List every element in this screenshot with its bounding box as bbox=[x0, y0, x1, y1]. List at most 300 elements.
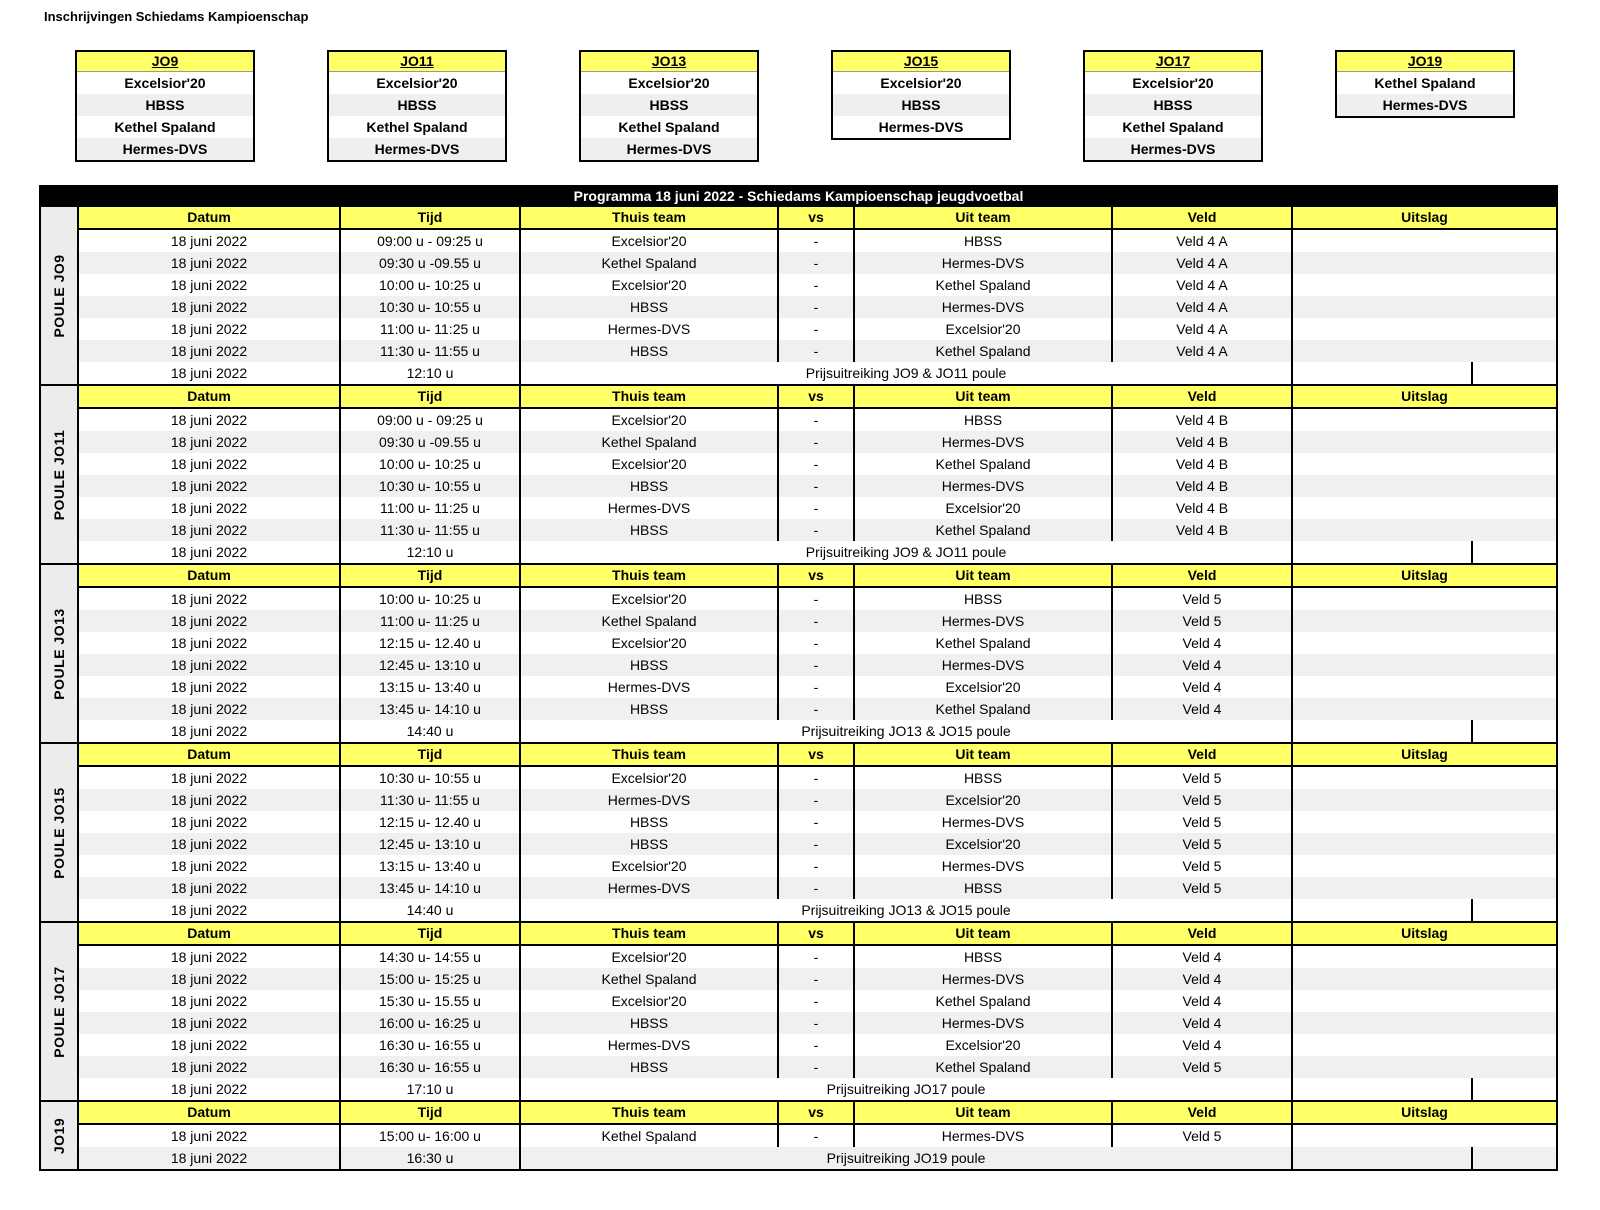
time-cell: 16:30 u bbox=[341, 1147, 521, 1169]
away-team-cell: Excelsior'20 bbox=[855, 318, 1113, 340]
field-cell: Veld 4 A bbox=[1113, 296, 1293, 318]
vs-cell: - bbox=[779, 632, 855, 654]
column-header: Thuis team bbox=[521, 744, 779, 765]
poule-label-cell bbox=[41, 1102, 79, 1169]
entry-category: JO17 bbox=[1085, 52, 1261, 72]
time-cell: 14:40 u bbox=[341, 899, 521, 921]
field-cell: Veld 4 bbox=[1113, 1034, 1293, 1056]
result-cell[interactable] bbox=[1293, 475, 1556, 497]
time-cell: 15:00 u- 15:25 u bbox=[341, 968, 521, 990]
result-cell[interactable] bbox=[1293, 340, 1556, 362]
result-cell[interactable] bbox=[1473, 720, 1556, 742]
match-row bbox=[79, 588, 1556, 610]
away-team-cell: Hermes-DVS bbox=[855, 252, 1113, 274]
home-team-cell: Excelsior'20 bbox=[521, 588, 779, 610]
result-cell[interactable] bbox=[1293, 789, 1556, 811]
field-cell bbox=[1293, 1147, 1473, 1169]
result-cell[interactable] bbox=[1293, 698, 1556, 720]
date-cell: 18 juni 2022 bbox=[79, 296, 341, 318]
header-row bbox=[79, 565, 1556, 588]
field-cell: Veld 4 B bbox=[1113, 475, 1293, 497]
time-cell: 10:00 u- 10:25 u bbox=[341, 274, 521, 296]
home-team-cell: Hermes-DVS bbox=[521, 497, 779, 519]
away-team-cell: Kethel Spaland bbox=[855, 632, 1113, 654]
result-cell[interactable] bbox=[1293, 968, 1556, 990]
vs-cell: - bbox=[779, 519, 855, 541]
entry-team: Hermes-DVS bbox=[1337, 94, 1513, 116]
date-cell: 18 juni 2022 bbox=[79, 340, 341, 362]
home-team-cell: Kethel Spaland bbox=[521, 610, 779, 632]
field-cell: Veld 4 A bbox=[1113, 318, 1293, 340]
poule-label: POULE JO17 bbox=[51, 965, 67, 1058]
result-cell[interactable] bbox=[1293, 767, 1556, 789]
entry-category: JO15 bbox=[833, 52, 1009, 72]
field-cell: Veld 4 A bbox=[1113, 274, 1293, 296]
match-row bbox=[79, 654, 1556, 676]
match-row bbox=[79, 632, 1556, 654]
date-cell: 18 juni 2022 bbox=[79, 588, 341, 610]
column-header: Datum bbox=[79, 744, 341, 765]
match-row bbox=[79, 409, 1556, 431]
result-cell[interactable] bbox=[1473, 541, 1556, 563]
date-cell: 18 juni 2022 bbox=[79, 899, 341, 921]
field-cell: Veld 4 B bbox=[1113, 519, 1293, 541]
result-cell[interactable] bbox=[1293, 274, 1556, 296]
poule-section bbox=[39, 386, 1558, 565]
column-header: Uitslag bbox=[1401, 388, 1448, 404]
time-cell: 13:45 u- 14:10 u bbox=[341, 877, 521, 899]
vs-cell: - bbox=[779, 475, 855, 497]
column-header: Tijd bbox=[341, 923, 521, 944]
result-cell[interactable] bbox=[1293, 833, 1556, 855]
poule-label: POULE JO9 bbox=[51, 253, 67, 338]
result-cell[interactable] bbox=[1473, 1147, 1556, 1169]
time-cell: 15:00 u- 16:00 u bbox=[341, 1125, 521, 1147]
vs-cell: - bbox=[779, 296, 855, 318]
date-cell: 18 juni 2022 bbox=[79, 497, 341, 519]
vs-cell: - bbox=[779, 811, 855, 833]
match-row bbox=[79, 497, 1556, 519]
date-cell: 18 juni 2022 bbox=[79, 946, 341, 968]
column-header: Veld bbox=[1113, 565, 1293, 586]
home-team-cell: Kethel Spaland bbox=[521, 252, 779, 274]
column-header: Datum bbox=[79, 923, 341, 944]
vs-cell: - bbox=[779, 855, 855, 877]
entry-category: JO9 bbox=[77, 52, 253, 72]
date-cell: 18 juni 2022 bbox=[79, 409, 341, 431]
time-cell: 16:30 u- 16:55 u bbox=[341, 1056, 521, 1078]
home-team-cell: HBSS bbox=[521, 654, 779, 676]
column-header: Tijd bbox=[341, 565, 521, 586]
column-header: Thuis team bbox=[521, 1102, 779, 1123]
result-cell[interactable] bbox=[1293, 654, 1556, 676]
field-cell: Veld 5 bbox=[1113, 610, 1293, 632]
poule-label-cell bbox=[41, 923, 79, 1100]
date-cell: 18 juni 2022 bbox=[79, 541, 341, 563]
column-header: vs bbox=[779, 565, 855, 586]
away-team-cell: HBSS bbox=[855, 767, 1113, 789]
result-cell[interactable] bbox=[1293, 1012, 1556, 1034]
entry-team: HBSS bbox=[1085, 94, 1261, 116]
home-team-cell: Excelsior'20 bbox=[521, 632, 779, 654]
poule-section bbox=[39, 1102, 1558, 1171]
result-cell[interactable] bbox=[1293, 855, 1556, 877]
ceremony-label: Prijsuitreiking JO19 poule bbox=[521, 1147, 1293, 1169]
match-row bbox=[79, 453, 1556, 475]
result-cell[interactable] bbox=[1293, 230, 1556, 252]
result-cell[interactable] bbox=[1293, 990, 1556, 1012]
home-team-cell: HBSS bbox=[521, 811, 779, 833]
poule-label-cell bbox=[41, 207, 79, 384]
field-cell: Veld 4 bbox=[1113, 968, 1293, 990]
away-team-cell: HBSS bbox=[855, 588, 1113, 610]
date-cell: 18 juni 2022 bbox=[79, 230, 341, 252]
away-team-cell: Excelsior'20 bbox=[855, 789, 1113, 811]
column-header: Uit team bbox=[855, 207, 1113, 228]
home-team-cell: HBSS bbox=[521, 833, 779, 855]
field-cell: Veld 5 bbox=[1113, 833, 1293, 855]
date-cell: 18 juni 2022 bbox=[79, 362, 341, 384]
column-header: Uitslag bbox=[1401, 746, 1448, 762]
match-row bbox=[79, 475, 1556, 497]
poule-section bbox=[39, 744, 1558, 923]
poule-table bbox=[79, 923, 1556, 1100]
vs-cell: - bbox=[779, 698, 855, 720]
date-cell: 18 juni 2022 bbox=[79, 1056, 341, 1078]
home-team-cell: Excelsior'20 bbox=[521, 946, 779, 968]
away-team-cell: HBSS bbox=[855, 946, 1113, 968]
match-row bbox=[79, 519, 1556, 541]
vs-cell: - bbox=[779, 230, 855, 252]
entry-team: HBSS bbox=[833, 94, 1009, 116]
field-cell: Veld 4 A bbox=[1113, 252, 1293, 274]
result-cell[interactable] bbox=[1293, 409, 1556, 431]
column-header: Uitslag bbox=[1401, 567, 1448, 583]
field-cell: Veld 5 bbox=[1113, 1125, 1293, 1147]
time-cell: 11:30 u- 11:55 u bbox=[341, 789, 521, 811]
field-cell: Veld 5 bbox=[1113, 767, 1293, 789]
away-team-cell: Excelsior'20 bbox=[855, 497, 1113, 519]
column-header: Thuis team bbox=[521, 923, 779, 944]
field-cell: Veld 4 B bbox=[1113, 453, 1293, 475]
match-row bbox=[79, 833, 1556, 855]
result-cell[interactable] bbox=[1293, 632, 1556, 654]
away-team-cell: Kethel Spaland bbox=[855, 340, 1113, 362]
entry-team: Kethel Spaland bbox=[618, 119, 720, 135]
poule-section bbox=[39, 207, 1558, 386]
vs-cell: - bbox=[779, 833, 855, 855]
result-cell[interactable] bbox=[1473, 362, 1556, 384]
result-cell[interactable] bbox=[1293, 453, 1556, 475]
column-header: Uit team bbox=[855, 744, 1113, 765]
entry-team: Excelsior'20 bbox=[376, 75, 458, 91]
home-team-cell: Hermes-DVS bbox=[521, 318, 779, 340]
time-cell: 12:10 u bbox=[341, 362, 521, 384]
entry-team: Kethel Spaland bbox=[114, 119, 216, 135]
match-row bbox=[79, 855, 1556, 877]
entry-box-jo19 bbox=[1335, 50, 1515, 118]
field-cell: Veld 5 bbox=[1113, 1056, 1293, 1078]
header-row bbox=[79, 1102, 1556, 1125]
date-cell: 18 juni 2022 bbox=[79, 610, 341, 632]
column-header: Uit team bbox=[855, 1102, 1113, 1123]
time-cell: 09:30 u -09.55 u bbox=[341, 252, 521, 274]
column-header: Veld bbox=[1113, 744, 1293, 765]
date-cell: 18 juni 2022 bbox=[79, 431, 341, 453]
document-title: Inschrijvingen Schiedams Kampioenschap bbox=[44, 9, 309, 24]
home-team-cell: Excelsior'20 bbox=[521, 274, 779, 296]
vs-cell: - bbox=[779, 877, 855, 899]
result-cell[interactable] bbox=[1293, 588, 1556, 610]
home-team-cell: Excelsior'20 bbox=[521, 767, 779, 789]
entry-team: HBSS bbox=[581, 94, 757, 116]
away-team-cell: HBSS bbox=[855, 230, 1113, 252]
entry-box-jo17 bbox=[1083, 50, 1263, 162]
vs-cell: - bbox=[779, 676, 855, 698]
vs-cell: - bbox=[779, 431, 855, 453]
entry-category: JO13 bbox=[581, 52, 757, 72]
field-cell bbox=[1293, 362, 1473, 384]
home-team-cell: Excelsior'20 bbox=[521, 409, 779, 431]
vs-cell: - bbox=[779, 946, 855, 968]
match-row bbox=[79, 877, 1556, 899]
match-row bbox=[79, 610, 1556, 632]
field-cell: Veld 5 bbox=[1113, 811, 1293, 833]
date-cell: 18 juni 2022 bbox=[79, 274, 341, 296]
away-team-cell: Excelsior'20 bbox=[855, 676, 1113, 698]
away-team-cell: Kethel Spaland bbox=[855, 453, 1113, 475]
field-cell: Veld 4 bbox=[1113, 654, 1293, 676]
entry-box-jo13 bbox=[579, 50, 759, 162]
time-cell: 09:30 u -09.55 u bbox=[341, 431, 521, 453]
field-cell: Veld 4 A bbox=[1113, 340, 1293, 362]
vs-cell: - bbox=[779, 654, 855, 676]
away-team-cell: Kethel Spaland bbox=[855, 274, 1113, 296]
result-cell[interactable] bbox=[1293, 431, 1556, 453]
vs-cell: - bbox=[779, 1034, 855, 1056]
column-header: Tijd bbox=[341, 744, 521, 765]
entry-team: Hermes-DVS bbox=[1085, 138, 1261, 160]
home-team-cell: HBSS bbox=[521, 340, 779, 362]
date-cell: 18 juni 2022 bbox=[79, 453, 341, 475]
column-header: Veld bbox=[1113, 386, 1293, 407]
vs-cell: - bbox=[779, 453, 855, 475]
date-cell: 18 juni 2022 bbox=[79, 1147, 341, 1169]
result-cell[interactable] bbox=[1473, 899, 1556, 921]
time-cell: 12:15 u- 12.40 u bbox=[341, 632, 521, 654]
away-team-cell: Excelsior'20 bbox=[855, 1034, 1113, 1056]
ceremony-row bbox=[79, 720, 1556, 742]
result-cell[interactable] bbox=[1473, 1078, 1556, 1100]
time-cell: 11:00 u- 11:25 u bbox=[341, 610, 521, 632]
date-cell: 18 juni 2022 bbox=[79, 318, 341, 340]
date-cell: 18 juni 2022 bbox=[79, 698, 341, 720]
ceremony-row bbox=[79, 1147, 1556, 1169]
field-cell: Veld 4 bbox=[1113, 946, 1293, 968]
vs-cell: - bbox=[779, 409, 855, 431]
ceremony-label: Prijsuitreiking JO13 & JO15 poule bbox=[521, 720, 1293, 742]
match-row bbox=[79, 946, 1556, 968]
result-cell[interactable] bbox=[1293, 1034, 1556, 1056]
vs-cell: - bbox=[779, 497, 855, 519]
time-cell: 09:00 u - 09:25 u bbox=[341, 230, 521, 252]
field-cell bbox=[1293, 1078, 1473, 1100]
match-row bbox=[79, 1056, 1556, 1078]
away-team-cell: Excelsior'20 bbox=[855, 833, 1113, 855]
poule-label-cell bbox=[41, 386, 79, 563]
entry-team: Hermes-DVS bbox=[581, 138, 757, 160]
poule-label-cell bbox=[41, 565, 79, 742]
entry-team: Kethel Spaland bbox=[1374, 75, 1476, 91]
result-cell[interactable] bbox=[1293, 318, 1556, 340]
result-cell[interactable] bbox=[1293, 1056, 1556, 1078]
result-cell[interactable] bbox=[1293, 296, 1556, 318]
home-team-cell: HBSS bbox=[521, 475, 779, 497]
entry-team: Kethel Spaland bbox=[366, 119, 468, 135]
entry-team: Excelsior'20 bbox=[628, 75, 710, 91]
field-cell: Veld 5 bbox=[1113, 789, 1293, 811]
column-header: vs bbox=[779, 744, 855, 765]
poule-section bbox=[39, 565, 1558, 744]
date-cell: 18 juni 2022 bbox=[79, 676, 341, 698]
entry-box-jo15 bbox=[831, 50, 1011, 140]
field-cell: Veld 4 bbox=[1113, 632, 1293, 654]
match-row bbox=[79, 318, 1556, 340]
column-header: Thuis team bbox=[521, 207, 779, 228]
date-cell: 18 juni 2022 bbox=[79, 1012, 341, 1034]
date-cell: 18 juni 2022 bbox=[79, 1125, 341, 1147]
result-cell[interactable] bbox=[1293, 877, 1556, 899]
ceremony-label: Prijsuitreiking JO9 & JO11 poule bbox=[521, 541, 1293, 563]
home-team-cell: Hermes-DVS bbox=[521, 676, 779, 698]
column-header: Thuis team bbox=[521, 386, 779, 407]
vs-cell: - bbox=[779, 318, 855, 340]
field-cell: Veld 4 bbox=[1113, 698, 1293, 720]
header-row bbox=[79, 207, 1556, 230]
time-cell: 12:10 u bbox=[341, 541, 521, 563]
home-team-cell: Hermes-DVS bbox=[521, 789, 779, 811]
match-row bbox=[79, 811, 1556, 833]
away-team-cell: Hermes-DVS bbox=[855, 610, 1113, 632]
match-row bbox=[79, 767, 1556, 789]
column-header: Tijd bbox=[341, 1102, 521, 1123]
date-cell: 18 juni 2022 bbox=[79, 475, 341, 497]
poule-table bbox=[79, 386, 1556, 563]
entry-team: HBSS bbox=[77, 94, 253, 116]
match-row bbox=[79, 676, 1556, 698]
column-header: vs bbox=[779, 386, 855, 407]
poules-container bbox=[39, 207, 1558, 1171]
column-header: Uitslag bbox=[1401, 925, 1448, 941]
match-row bbox=[79, 274, 1556, 296]
column-header: Uit team bbox=[855, 386, 1113, 407]
match-row bbox=[79, 340, 1556, 362]
result-cell[interactable] bbox=[1293, 497, 1556, 519]
time-cell: 11:00 u- 11:25 u bbox=[341, 318, 521, 340]
result-cell[interactable] bbox=[1293, 252, 1556, 274]
column-header: Tijd bbox=[341, 207, 521, 228]
entry-team: Kethel Spaland bbox=[1122, 119, 1224, 135]
result-cell[interactable] bbox=[1293, 811, 1556, 833]
field-cell bbox=[1293, 899, 1473, 921]
poule-section bbox=[39, 923, 1558, 1102]
match-row bbox=[79, 296, 1556, 318]
date-cell: 18 juni 2022 bbox=[79, 519, 341, 541]
result-cell[interactable] bbox=[1293, 1125, 1556, 1147]
match-row bbox=[79, 1012, 1556, 1034]
time-cell: 16:30 u- 16:55 u bbox=[341, 1034, 521, 1056]
header-row bbox=[79, 386, 1556, 409]
away-team-cell: Hermes-DVS bbox=[855, 855, 1113, 877]
away-team-cell: Kethel Spaland bbox=[855, 698, 1113, 720]
time-cell: 10:00 u- 10:25 u bbox=[341, 453, 521, 475]
column-header: Veld bbox=[1113, 923, 1293, 944]
ceremony-label: Prijsuitreiking JO13 & JO15 poule bbox=[521, 899, 1293, 921]
time-cell: 12:15 u- 12.40 u bbox=[341, 811, 521, 833]
time-cell: 11:00 u- 11:25 u bbox=[341, 497, 521, 519]
column-header: Veld bbox=[1113, 207, 1293, 228]
field-cell: Veld 5 bbox=[1113, 877, 1293, 899]
match-row bbox=[79, 230, 1556, 252]
vs-cell: - bbox=[779, 789, 855, 811]
vs-cell: - bbox=[779, 1056, 855, 1078]
away-team-cell: Hermes-DVS bbox=[855, 1012, 1113, 1034]
entry-box-jo9 bbox=[75, 50, 255, 162]
result-cell[interactable] bbox=[1293, 610, 1556, 632]
time-cell: 11:30 u- 11:55 u bbox=[341, 340, 521, 362]
away-team-cell: HBSS bbox=[855, 877, 1113, 899]
program-title: Programma 18 juni 2022 - Schiedams Kampioenschap jeugdvoetbal bbox=[39, 185, 1558, 207]
home-team-cell: HBSS bbox=[521, 1056, 779, 1078]
match-row bbox=[79, 431, 1556, 453]
date-cell: 18 juni 2022 bbox=[79, 1078, 341, 1100]
away-team-cell: Hermes-DVS bbox=[855, 475, 1113, 497]
away-team-cell: Kethel Spaland bbox=[855, 1056, 1113, 1078]
header-row bbox=[79, 923, 1556, 946]
result-cell[interactable] bbox=[1293, 519, 1556, 541]
home-team-cell: HBSS bbox=[521, 1012, 779, 1034]
away-team-cell: Hermes-DVS bbox=[855, 296, 1113, 318]
entry-team: Hermes-DVS bbox=[878, 119, 964, 135]
time-cell: 13:45 u- 14:10 u bbox=[341, 698, 521, 720]
entry-category: JO11 bbox=[329, 52, 505, 72]
match-row bbox=[79, 789, 1556, 811]
home-team-cell: Kethel Spaland bbox=[521, 968, 779, 990]
field-cell: Veld 4 B bbox=[1113, 409, 1293, 431]
column-header: Uit team bbox=[855, 565, 1113, 586]
away-team-cell: Hermes-DVS bbox=[855, 1125, 1113, 1147]
field-cell: Veld 4 A bbox=[1113, 230, 1293, 252]
field-cell: Veld 4 bbox=[1113, 1012, 1293, 1034]
column-header: Datum bbox=[79, 1102, 341, 1123]
field-cell: Veld 5 bbox=[1113, 855, 1293, 877]
time-cell: 12:45 u- 13:10 u bbox=[341, 654, 521, 676]
home-team-cell: Hermes-DVS bbox=[521, 1034, 779, 1056]
entry-category: JO19 bbox=[1337, 52, 1513, 72]
date-cell: 18 juni 2022 bbox=[79, 767, 341, 789]
time-cell: 09:00 u - 09:25 u bbox=[341, 409, 521, 431]
home-team-cell: HBSS bbox=[521, 519, 779, 541]
column-header: Thuis team bbox=[521, 565, 779, 586]
column-header: Veld bbox=[1113, 1102, 1293, 1123]
ceremony-label: Prijsuitreiking JO17 poule bbox=[521, 1078, 1293, 1100]
home-team-cell: Hermes-DVS bbox=[521, 877, 779, 899]
result-cell[interactable] bbox=[1293, 946, 1556, 968]
date-cell: 18 juni 2022 bbox=[79, 632, 341, 654]
date-cell: 18 juni 2022 bbox=[79, 833, 341, 855]
column-header: vs bbox=[779, 207, 855, 228]
result-cell[interactable] bbox=[1293, 676, 1556, 698]
